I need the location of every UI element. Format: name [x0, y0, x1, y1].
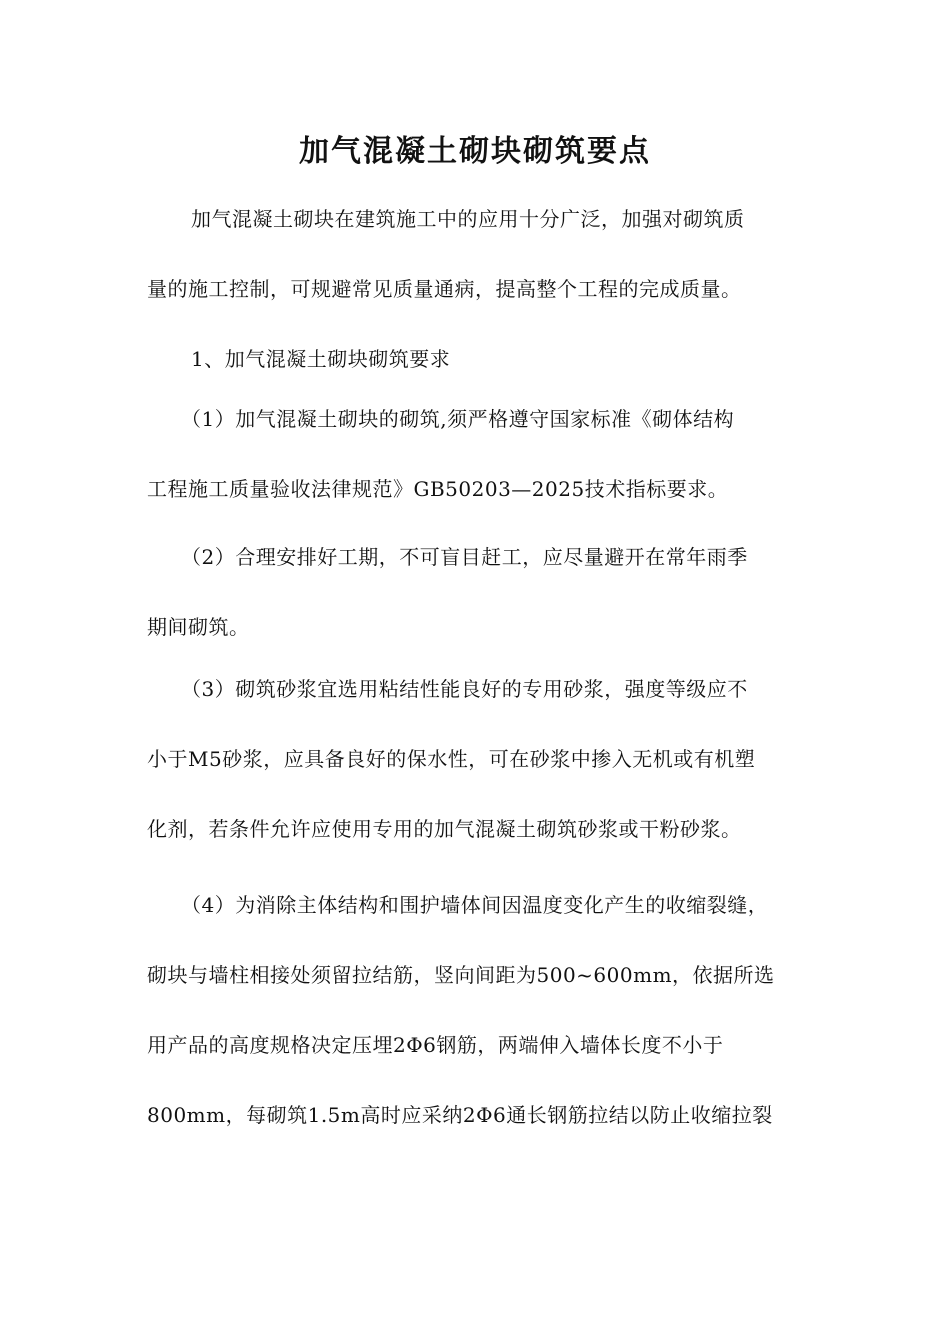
requirement-2-paragraph: [147, 522, 807, 662]
paragraph-line: （4）为消除主体结构和围护墙体间因温度变化产生的收缩裂缝，: [181, 893, 769, 917]
requirement-4-paragraph: [147, 870, 807, 1150]
paragraph-line: 砌块与墙柱相接处须留拉结筋，竖向间距为500~600mm，依据所选: [147, 963, 775, 987]
paragraph-line: 化剂，若条件允许应使用专用的加气混凝土砌筑砂浆或干粉砂浆。: [147, 817, 742, 841]
requirement-3-paragraph: [147, 654, 807, 864]
intro-paragraph: [147, 184, 807, 324]
paragraph-line: 800mm，每砌筑1.5m高时应采纳2Φ6通长钢筋拉结以防止收缩拉裂: [147, 1103, 773, 1127]
paragraph-line: 期间砌筑。: [147, 615, 250, 639]
paragraph-line: 加气混凝土砌块在建筑施工中的应用十分广泛，加强对砌筑质: [191, 207, 745, 231]
paragraph-line: 量的施工控制，可规避常见质量通病，提高整个工程的完成质量。: [147, 277, 742, 301]
paragraph-line: 小于M5砂浆，应具备良好的保水性，可在砂浆中掺入无机或有机塑: [147, 747, 756, 771]
requirement-1-paragraph: [147, 384, 807, 524]
section-heading-text: 1、加气混凝土砌块砌筑要求: [191, 347, 451, 371]
paragraph-line: （1）加气混凝土砌块的砌筑,须严格遵守国家标准《砌体结构: [181, 407, 735, 431]
paragraph-line: 用产品的高度规格决定压埋2Φ6钢筋，两端伸入墙体长度不小于: [147, 1033, 724, 1057]
paragraph-line: （3）砌筑砂浆宜选用粘结性能良好的专用砂浆，强度等级应不: [181, 677, 748, 701]
paragraph-line: 工程施工质量验收法律规范》GB50203—2025技术指标要求。: [147, 477, 729, 501]
document-title: 加气混凝土砌块砌筑要点: [299, 134, 651, 169]
paragraph-line: （2）合理安排好工期，不可盲目赶工，应尽量避开在常年雨季: [181, 545, 748, 569]
